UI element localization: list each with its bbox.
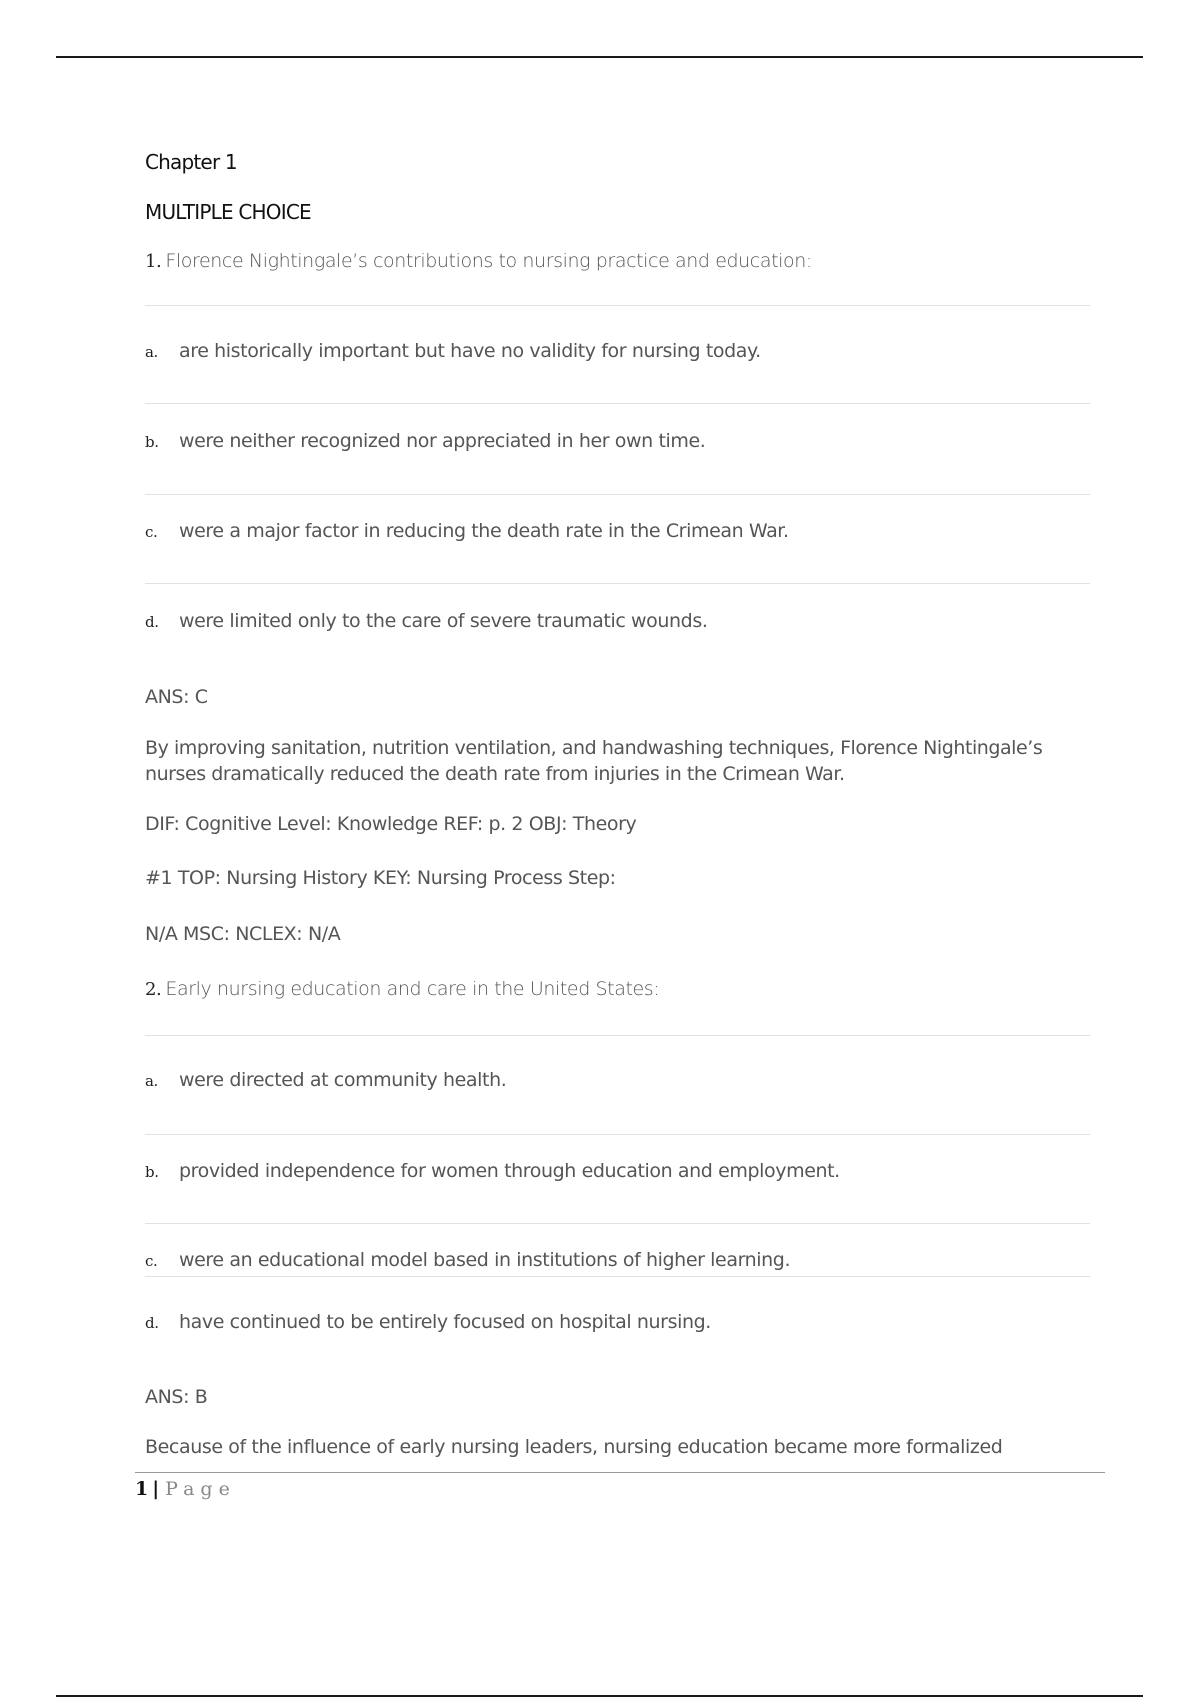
answer-1: ANS: C	[145, 686, 208, 708]
option-letter: a.	[145, 343, 158, 361]
option-letter: c.	[145, 1252, 158, 1270]
divider	[145, 583, 1090, 584]
question-1-stem	[145, 250, 812, 272]
page-number: 1	[135, 1478, 149, 1500]
rationale-1: By improving sanitation, nutrition ventilation, and handwashing techniques, Florence Nightingale’s nurses dramatically reduced the death rate from injuries in the Crimean War.	[145, 737, 1043, 785]
page-footer	[135, 1478, 236, 1500]
question-number: 2.	[145, 979, 162, 1000]
question-1-option-d	[145, 610, 707, 632]
option-letter: b.	[145, 1163, 159, 1181]
divider	[145, 1134, 1090, 1135]
option-text: have continued to be entirely focused on hospital nursing.	[179, 1311, 711, 1333]
option-letter: d.	[145, 1314, 159, 1332]
section-title: MULTIPLE CHOICE	[145, 200, 311, 224]
divider	[145, 305, 1090, 306]
bottom-rule	[56, 1695, 1143, 1697]
option-text: provided independence for women through education and employment.	[179, 1160, 840, 1182]
question-number: 1.	[145, 251, 162, 272]
chapter-title: Chapter 1	[145, 150, 237, 174]
question-2-option-c	[145, 1249, 790, 1271]
page-label: Page	[165, 1478, 236, 1500]
question-2-option-b	[145, 1160, 840, 1182]
divider	[145, 494, 1090, 495]
top-rule	[56, 56, 1143, 58]
option-text: are historically important but have no validity for nursing today.	[179, 340, 761, 362]
question-text: Early nursing education and care in the United States:	[165, 978, 660, 1000]
question-2-option-d	[145, 1311, 711, 1333]
option-letter: c.	[145, 523, 158, 541]
divider	[145, 1223, 1090, 1224]
option-text: were an educational model based in institutions of higher learning.	[179, 1249, 791, 1271]
question-2-option-a	[145, 1069, 506, 1091]
option-text: were a major factor in reducing the death rate in the Crimean War.	[179, 520, 789, 542]
divider	[145, 1035, 1090, 1036]
question-text: Florence Nightingale’s contributions to nursing practice and education:	[165, 250, 812, 272]
question-2-stem	[145, 978, 659, 1000]
meta-line-1: DIF: Cognitive Level: Knowledge REF: p. 2 OBJ: Theory	[145, 813, 637, 835]
option-text: were neither recognized nor appreciated in her own time.	[179, 430, 706, 452]
question-1-option-a	[145, 340, 761, 362]
option-text: were limited only to the care of severe traumatic wounds.	[179, 610, 708, 632]
footer-separator: |	[152, 1478, 160, 1500]
question-1-option-c	[145, 520, 789, 542]
question-1-option-b	[145, 430, 705, 452]
option-letter: a.	[145, 1072, 158, 1090]
meta-line-3: N/A MSC: NCLEX: N/A	[145, 923, 341, 945]
option-text: were directed at community health.	[179, 1069, 507, 1091]
option-letter: b.	[145, 433, 159, 451]
answer-2: ANS: B	[145, 1386, 208, 1408]
option-letter: d.	[145, 613, 159, 631]
divider	[145, 403, 1090, 404]
rationale-2: Because of the influence of early nursing leaders, nursing education became more formalized	[145, 1436, 1003, 1458]
footer-rule	[135, 1472, 1105, 1473]
divider	[145, 1276, 1090, 1277]
meta-line-2: #1 TOP: Nursing History KEY: Nursing Process Step:	[145, 867, 616, 889]
